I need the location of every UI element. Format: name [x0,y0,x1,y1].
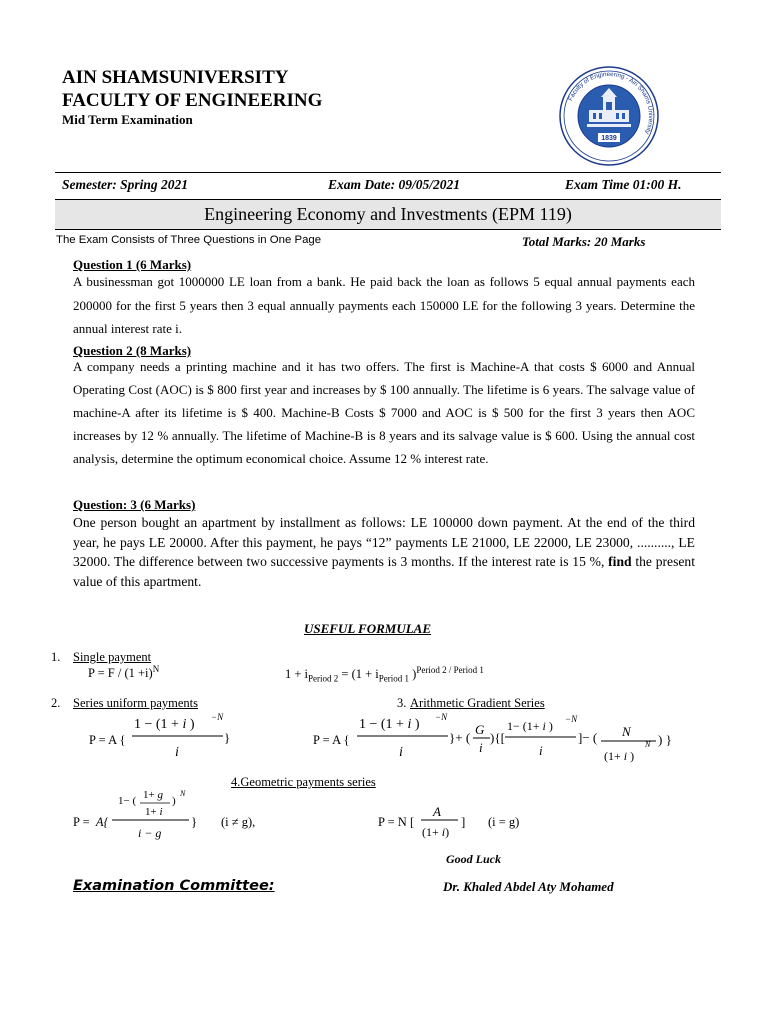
svg-text:−N: −N [211,712,224,722]
formula-4-condition-neq: (i ≠ g), [221,815,256,829]
svg-text:){[: ){[ [490,730,505,745]
formula-1-number: 1. [51,650,61,664]
university-seal-logo [559,66,659,166]
svg-text:(1+ i ): (1+ i ) [604,749,635,763]
svg-text:) }: ) } [658,732,672,747]
exam-consists-note: The Exam Consists of Three Questions in One Page [56,234,322,246]
formula-5-lhs: P = N [ [378,815,415,829]
find-word: find [608,554,632,569]
svg-text:i: i [175,745,179,760]
svg-text:): ) [172,795,176,807]
svg-text:N: N [180,789,186,798]
svg-text:(1+ i): (1+ i) [422,825,450,839]
svg-text:−N: −N [565,714,578,724]
university-name: AIN SHAMSUNIVERSITY [62,67,289,88]
exam-time: Exam Time 01:00 H. [565,177,682,192]
exam-type: Mid Term Examination [62,112,193,127]
svg-text:i: i [479,740,483,755]
formula-3-number: 3. [397,696,407,710]
svg-text:}+ (: }+ ( [449,730,471,745]
question-3-body: One person bought an apartment by installment as follows: LE 100000 down payment. At the end of the third year, he pays LE 20000. After this payment, he pays “12” payments LE 21000, LE 22000, LE 23000, .........., LE 32000. The difference between two successive payments is 3 months. If the interest rate is 15 %, find the present value of this apartment. [73,515,695,589]
exam-date: Exam Date: 09/05/2021 [328,177,460,192]
formula-1-equation: $P = F / (1 +i)^N$ [88,664,160,681]
svg-text:N: N [622,724,631,739]
svg-text:1 − (1 + i ): 1 − (1 + i ) [359,717,420,732]
formula-2-label: Series uniform payments [73,696,198,710]
svg-text:1− (: 1− ( [118,795,137,807]
svg-text:1− (1+ i ): 1− (1+ i ) [507,719,553,733]
svg-text:N: N [645,740,651,749]
good-luck: Good Luck [446,852,501,866]
question-1-heading: Question 1 (6 Marks) [73,257,192,272]
formula-2-number: 2. [51,696,61,710]
svg-text:i: i [399,745,403,760]
svg-text:]− (: ]− ( [578,730,598,745]
svg-text:}: } [191,814,198,829]
total-marks: Total Marks: 20 Marks [522,234,646,249]
formula-4-lhs: P = A{ [73,815,109,829]
svg-text:i: i [539,743,543,758]
svg-text:]: ] [461,814,466,829]
seal-ring-text: Faculty of Engineering - Ain Shams University [567,70,655,136]
faculty-name: FACULTY OF ENGINEERING [62,90,323,111]
period-conversion-formula: $1 + i_{Period 2} = (1 + i_{Period 1}$ )$^{Period 2 / Period 1}$ [285,665,484,684]
svg-text:−N: −N [435,712,448,722]
question-2-heading: Question 2 (8 Marks) [73,343,192,358]
divider [55,172,721,173]
semester: Semester: Spring 2021 [62,177,189,192]
course-title-box [55,199,721,230]
formula-fractions [0,700,768,900]
formula-1-label: Single payment [73,650,152,664]
svg-text:i − g: i − g [138,826,162,840]
svg-text:A: A [433,804,441,819]
formula-5-condition-eq: (i = g) [488,815,520,829]
formula-3-lhs: P = A { [313,733,350,747]
svg-text:1+ i: 1+ i [145,806,163,818]
formula-3-label: Arithmetic Gradient Series [410,696,545,710]
formula-2-lhs: P = A { [89,733,126,747]
svg-text:1+ g: 1+ g [143,789,163,801]
svg-text:G: G [475,722,485,737]
course-title: Engineering Economy and Investments (EPM 119) [204,204,572,224]
examiner-name: Dr. Khaled Abdel Aty Mohamed [443,879,614,894]
question-3-heading: Question: 3 (6 Marks) [73,497,196,512]
question-2-body: A company needs a printing machine and it has two offers. The first is Machine-A that costs $ 6000 and Annual Operating Cost (AOC) is $ 800 first year and increases by $ 100 annually. The lifetime is 6 years. The salvage value of machine-A after its lifetime is $ 400. Machine-B Costs $ 7000 and AOC is $ 500 for the first 3 years then AOC increases by 12 % annually. The lifetime of Machine-B is 8 years and its salvage value is $ 600. Using the annual cost analysis, determine the optimum economical choice. Assume 12 % interest rate. [73,359,695,466]
seal-year: 1839 [601,135,617,142]
examination-committee: Examination Committee: [73,878,275,894]
svg-text:}: } [224,730,231,745]
svg-text:1 − (1 + i ): 1 − (1 + i ) [134,717,195,732]
formula-4-label: 4.Geometric payments series [231,775,376,789]
question-1-body: A businessman got 1000000 LE loan from a bank. He paid back the loan as follows 5 equal annual payments each 200000 for the first 5 years then 3 equal annually payments each 150000 LE for the following 3 years. Determine the annual interest rate i. [73,274,695,336]
formulae-heading: USEFUL FORMULAE [304,621,432,636]
